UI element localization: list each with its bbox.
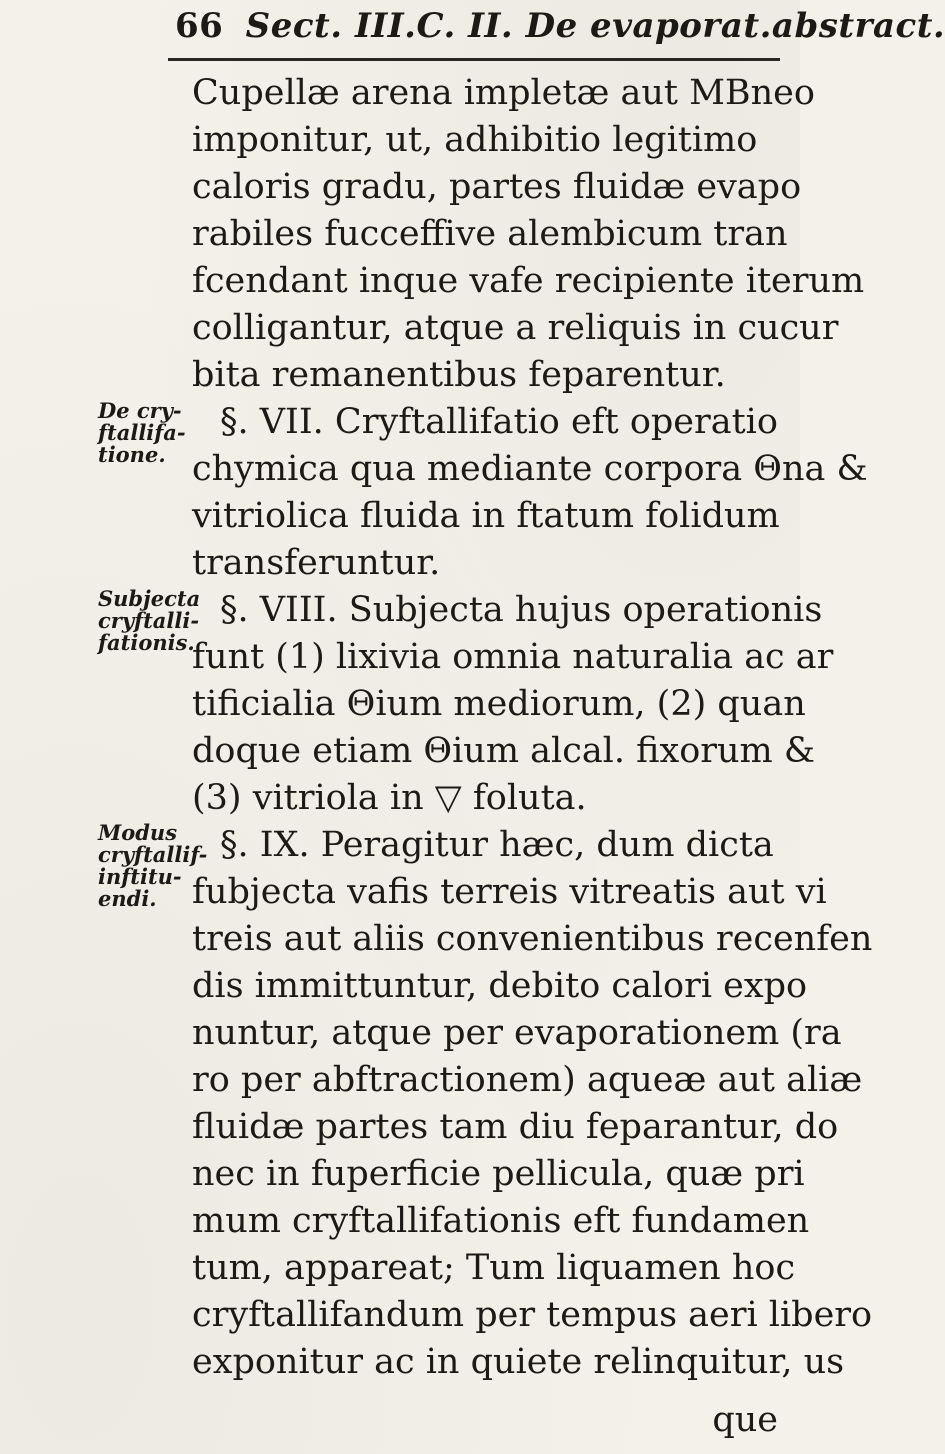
text-line: bita remanentibus feparentur.: [192, 355, 726, 395]
text-line: tum, appareat; Tum liquamen hoc: [192, 1248, 796, 1288]
margin-note-line: cryftallif-: [98, 842, 208, 867]
text-line: rabiles fucceffive alembicum tran: [192, 214, 788, 254]
text-line: fluidæ partes tam diu feparantur, do: [192, 1107, 839, 1147]
margin-note-line: Subjecta: [98, 586, 201, 611]
text-line: imponitur, ut, adhibitio legitimo: [192, 120, 758, 160]
margin-note-line: endi.: [98, 886, 157, 911]
text-line: nuntur, atque per evaporationem (ra: [192, 1013, 842, 1053]
text-line: vitriolica fluida in ftatum folidum: [192, 496, 780, 536]
margin-note-crystallisation: [98, 398, 186, 467]
margin-note-line: cryftalli-: [98, 608, 200, 633]
text-line: nec in fuperficie pellicula, quæ pri: [192, 1154, 805, 1194]
text-line: caloris gradu, partes fluidæ evapo: [192, 167, 802, 207]
page-header: [175, 6, 945, 46]
text-line: cryftallifandum per tempus aeri libero: [192, 1295, 873, 1335]
text-line: Cupellæ arena impletæ aut MBneo: [192, 73, 815, 113]
section-heading-viii: §. VIII. Subjecta hujus operationis: [220, 590, 823, 630]
text-line: funt (1) lixivia omnia naturalia ac ar: [192, 637, 834, 677]
margin-note-line: tione.: [98, 442, 166, 467]
margin-note-line: Modus: [98, 820, 178, 845]
text-line: ro per abftractionem) aqueæ aut aliæ: [192, 1060, 863, 1100]
margin-note-method: [98, 820, 208, 911]
text-line: treis aut aliis convenientibus recenfen: [192, 919, 873, 959]
section-heading-ix: §. IX. Peragitur hæc, dum dicta: [220, 825, 774, 865]
text-line: dis immittuntur, debito calori expo: [192, 966, 808, 1006]
text-line: chymica qua mediante corpora Θna &: [192, 449, 868, 489]
page-number: 66: [175, 6, 224, 46]
text-line: (3) vitriola in ▽ foluta.: [192, 778, 587, 818]
text-line: fubjecta vafis terreis vitreatis aut vi: [192, 872, 827, 912]
margin-note-line: De cry-: [98, 398, 182, 423]
text-line: exponitur ac in quiete relinquitur, us: [192, 1342, 845, 1382]
margin-note-line: fationis.: [98, 630, 195, 655]
margin-note-line: inftitu-: [98, 864, 182, 889]
main-text-block: [192, 70, 873, 1386]
header-rule: [168, 58, 780, 61]
text-line: mum cryftallifationis eft fundamen: [192, 1201, 810, 1241]
section-heading-vii: §. VII. Cryftallifatio eft operatio: [220, 402, 778, 442]
text-line: doque etiam Θium alcal. fixorum &: [192, 731, 816, 771]
text-line: transferuntur.: [192, 543, 441, 583]
text-line: fcendant inque vafe recipiente iterum: [192, 261, 865, 301]
margin-note-subjects: [98, 586, 201, 655]
text-line: tificialia Θium mediorum, (2) quan: [192, 684, 806, 724]
running-title: Sect. III.C. II. De evaporat.abstract.: [245, 6, 945, 46]
margin-note-line: ftallifa-: [98, 420, 186, 445]
text-line: colligantur, atque a reliquis in cucur: [192, 308, 839, 348]
catchword: que: [712, 1400, 778, 1440]
